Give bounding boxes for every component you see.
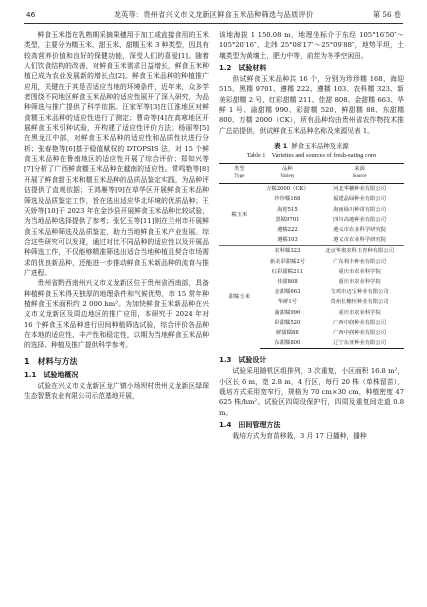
cell-variety: 海迎515 xyxy=(277,206,298,213)
cell-variety: 农科糯323 xyxy=(260,246,316,257)
cell-type: 糯玉米 xyxy=(231,211,248,218)
cell-source: 辽宁东亚种业有限公司 xyxy=(315,338,404,349)
site-paragraph-continued: 该地海拔 1 150.08 m，地理坐标介于东经 105°16′50″～105°20′16″、北纬 25°08′17″～25°09′88″，地势平坦，土壤类型为黄壤土，肥力中等，前茬为冬季空闲田。 xyxy=(219,31,404,60)
cell-variety: 黑糯9701 xyxy=(275,216,300,223)
intro-paragraph-2: 贵州省黔西南州兴义市义龙新区位于贵州省西南部，具备种植鲜食玉米得天独厚的地理条件和气候优势，市 15 常年种植鲜食玉米面积约 2 000 hm²。为加快鲜食玉米新品种在兴义市义龙新区及周边地区的推广应用，本研究于 2024 年对 16 个鲜食玉米品种进行田间种植筛选试验，综合评价各品种在本地的适应性、丰产性和稳定性，以期为当地鲜食玉米品种的选择、种植及推广提供科学参考。 xyxy=(24,279,209,350)
site-paragraph: 试验在兴义市义龙新区龙广镇小场坝村贵州义龙新区绿琛生态智慧农业有限公司示范基地开展， xyxy=(24,381,209,400)
subsection-heading-site: 1.1 试验地概况 xyxy=(24,370,79,379)
cell-source: 重庆市农业科学院 xyxy=(338,278,381,285)
page-number: 46 xyxy=(26,10,36,19)
design-paragraph: 试验采用随机区组排列，3 次重复，小区面积 16.8 m²，小区长 6 m，宽 2.8 m，4 行区，每行 20 株（单株留苗），栽培方式采用宽窄行，规格为 70 cm×30 cm，种植密度 47 625 株/hm²。试验区四周设保护行，四周及重复间走道 0.8 m。 xyxy=(219,367,404,417)
left-column xyxy=(24,30,209,401)
table-caption-en: Table 1 Varieties and sources of fresh-eating corn xyxy=(246,152,377,160)
cell-source: 广东利丰种业有限公司 xyxy=(333,258,387,265)
header-variety: 品种 Variety xyxy=(260,164,316,184)
table-caption-cn xyxy=(219,142,404,151)
cell-source: 贵州长穗恒种业有限公司 xyxy=(330,299,389,306)
running-title: 龙英等：贵州省兴义市义龙新区鲜食玉米品种筛选与品质评价 xyxy=(113,10,314,19)
cell-source: 海南绿川种苗有限公司 xyxy=(333,206,387,213)
cell-source: 河北华穗种业有限公司 xyxy=(333,186,387,193)
cell-source: 福建晶绿种业有限公司 xyxy=(333,196,387,203)
cell-variety: 新美彩甜糯2号 xyxy=(269,258,306,265)
cell-variety: 东甜糯800 xyxy=(260,338,316,349)
materials-paragraph: 供试鲜食玉米品种共 16 个，分别为珍珍糯 168、海迎 515、黑糯 9701、遵糯 222、遵糯 103、农科糯 323、新美彩甜糯 2 号、红彩甜糯 211、佳甜 808、金甜糯 663、华鲜 1 号、渝甜糯 990、彩甜糯 520、鲜甜糯 88、东甜糯 800、万糯 2000（CK），所有品种均由贵州省农作物技术推广总站提供，供试鲜食玉米品种名称及来源见表 1。 xyxy=(219,75,404,135)
header-source: 来源 Source xyxy=(315,164,404,184)
table-body xyxy=(219,184,404,349)
cell-variety: 遵糯103 xyxy=(277,237,298,244)
table-row xyxy=(219,246,404,257)
intro-paragraph-1: 鲜食玉米指在乳熟期采摘果穗用于加工或直接食用的玉米类型，主要分为糯玉米、甜玉米、甜糯玉米 3 种类型，因具有较高营养价值和良好的保健功能，深受人们的喜爱[1]。随着人们饮食结构的改善，对鲜食玉米需求日益增长，鲜食玉米种植已成为农业发展新的增长点[2]。鲜食玉米品种的种植推广应用，关键在于其是否适应当地的环境条件，近年来，众多学者围绕不同地区鲜食玉米品种的适应性展开了深入研究，为品种筛选与推广提供了科学依据。汪家军等[3]在江淮地区对鲜食糯玉米品种的适应性进行了测定；曹奇等[4]在高寒地区开展鲜食玉米引种试验，开构建了适应性评价方法；杨丽等[5]在黑龙江中部，对鲜食玉米品种的适应性和品质性状进行分析；张春艳等[6]基于稳值赋权的 DTOPSIS 法，对 15 个鲜食玉米品种在鲁南地区的适应性开展了综合评价；郑知兴等[7]分析了广西鲜食糯玉米品种在越南的适应性。常鸣艳等[8]开展了鲜食甜玉米和糯玉米品种的品质品鉴定实践，为品种评估提供了直观依据；王鸿雁等[9]在草华区开展鲜食玉米品种筛选及品质鉴定工作，旨在选出适应华北环境的优质品种；王天娇等[10]于 2023 年在金沙县开展鲜食玉米品种比较试验，为当地品种选择提供了参考；张忆玉等[11]则在兰州市开展鲜食玉米品种筛选及品质鉴定，助力当地鲜食玉米产业发展。综合这些研究可以发现，通过对比不同品种的适应性以及开展品种筛选工作，不仅能够精准筛选出适合当地种植且契合市场需求的优良新品种，还能进一步推动鲜食玉米新品种的流育与推广进程。 xyxy=(24,31,209,277)
table-title-cn: 鲜食玉米品种及来源 xyxy=(291,142,349,151)
cell-source: 广西中润种业有限公司 xyxy=(333,329,387,336)
table-header-row xyxy=(219,164,404,184)
cell-source: 遵义市农业科学研究院 xyxy=(333,237,387,244)
subsection-heading-materials: 1.2 试验材料 xyxy=(219,64,267,73)
section-heading-materials-methods: 1 材料与方法 xyxy=(24,356,78,366)
cell-variety: 珍珍糯168 xyxy=(274,196,301,203)
right-column xyxy=(219,30,404,441)
cell-variety: 遵糯222 xyxy=(277,226,298,233)
cell-source: 北京华奥农科玉育种有限公司 xyxy=(315,246,404,257)
cell-source: 广西中润种业有限公司 xyxy=(333,319,387,326)
cell-variety: 佳甜808 xyxy=(277,278,298,285)
table-number: 表 1 xyxy=(274,142,288,151)
volume-label: 第 56 卷 xyxy=(372,10,401,19)
cell-source: 四川高地种业有限公司 xyxy=(333,216,387,223)
cell-variety: 万糯2000（CK） xyxy=(266,186,309,193)
subsection-heading-management: 1.4 田间管理方法 xyxy=(219,421,281,430)
header-type: 类型 Type xyxy=(219,164,260,184)
cell-source: 遵义市农业科学研究院 xyxy=(333,226,387,233)
cell-variety: 彩甜糯520 xyxy=(274,319,301,326)
running-header xyxy=(24,7,403,24)
cell-source: 宝鸡市迈宝种业有限公司 xyxy=(330,289,389,296)
cell-source: 重庆市农业科学院 xyxy=(338,268,381,275)
table-row xyxy=(219,184,404,195)
management-paragraph: 栽培方式为育苗移栽，3 月 17 日播种，播种 xyxy=(232,432,367,441)
cell-variety: 金甜糯663 xyxy=(274,289,301,296)
variety-table xyxy=(219,163,404,349)
cell-variety: 红彩甜糯211 xyxy=(271,268,304,275)
subsection-heading-design: 1.3 试验设计 xyxy=(219,356,267,365)
cell-variety: 渝甜糯990 xyxy=(274,309,301,316)
cell-source: 重庆市农业科学院 xyxy=(338,309,381,316)
cell-variety: 鲜甜糯88 xyxy=(276,329,299,336)
cell-type: 甜糯玉米 xyxy=(219,246,260,349)
cell-variety: 华鲜1号 xyxy=(277,299,298,306)
